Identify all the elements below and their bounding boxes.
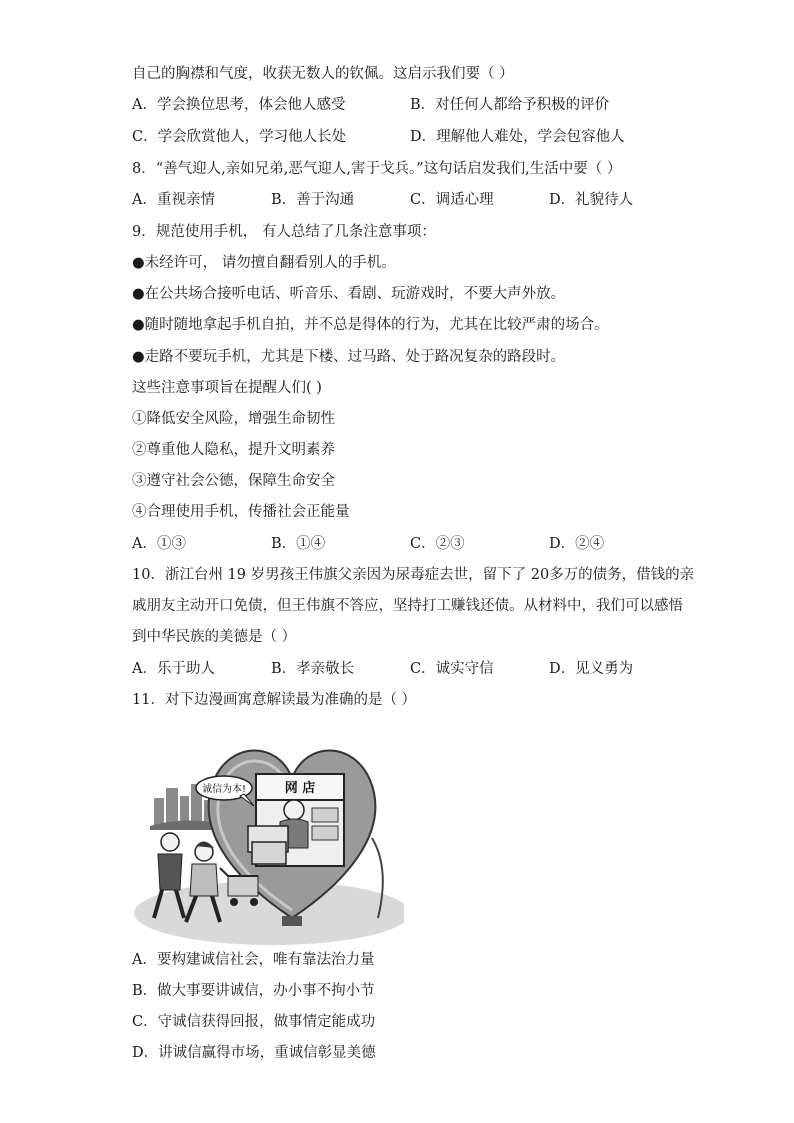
honesty-cartoon (132, 718, 404, 946)
shop-sign: 网 店 (284, 781, 316, 796)
q9-option-b[interactable]: B．①④ (271, 536, 326, 552)
q8-option-c[interactable]: C．调适心理 (410, 192, 494, 208)
q9-stem: 9．规范使用手机， 有人总结了几条注意事项： (132, 224, 436, 240)
speech-bubble-text: 诚信为本! (201, 784, 247, 795)
q8-stem: 8．“善气迎人,亲如兄弟,恶气迎人,害于戈兵。”这句话启发我们,生活中要（ ） (132, 161, 622, 177)
q8-option-b[interactable]: B．善于沟通 (271, 192, 355, 208)
q8-option-d[interactable]: D．礼貌待人 (549, 192, 634, 208)
q8-option-a[interactable]: A．重视亲情 (132, 192, 215, 208)
q9-option-d[interactable]: D．②④ (549, 536, 605, 552)
q7-option-c[interactable]: C．学会欣赏他人，学习他人长处 (132, 129, 347, 145)
q7-option-a[interactable]: A．学会换位思考，体会他人感受 (132, 97, 346, 113)
q7-option-d[interactable]: D．理解他人难处，学会包容他人 (410, 129, 625, 145)
q10-option-b[interactable]: B．孝亲敬长 (271, 661, 355, 677)
q10-option-d[interactable]: D．见义勇为 (549, 661, 634, 677)
q11-option-a[interactable]: A．要构建诚信社会，唯有靠法治力量 (132, 952, 375, 968)
q9-bullet-3: ●随时随地拿起手机自拍，并不总是得体的行为，尤其在比较严肃的场合。 (132, 317, 609, 333)
q9-statement-2: ②尊重他人隐私，提升文明素养 (132, 442, 335, 458)
q7-option-b[interactable]: B．对任何人都给予积极的评价 (410, 97, 610, 113)
q9-statement-1: ①降低安全风险，增强生命韧性 (132, 411, 335, 427)
q9-bullet-4: ●走路不要玩手机，尤其是下楼、过马路、处于路况复杂的路段时。 (132, 349, 566, 365)
q9-option-a[interactable]: A．①③ (132, 536, 186, 552)
q9-prompt: 这些注意事项旨在提醒人们( ) (132, 380, 322, 396)
q9-bullet-2: ●在公共场合接听电话、听音乐、看剧、玩游戏时，不要大声外放。 (132, 286, 566, 302)
q10-stem-line-2: 戚朋友主动开口免债，但王伟旗不答应，坚持打工赚钱还债。从材料中，我们可以感悟 (132, 598, 683, 614)
q10-stem-line-3: 到中华民族的美德是（ ） (132, 629, 297, 645)
q7-stem: 自己的胸襟和气度，收获无数人的钦佩。这启示我们要（ ） (132, 66, 514, 82)
q9-bullet-1: ●未经许可， 请勿擅自翻看别人的手机。 (132, 255, 396, 271)
q10-stem-line-1: 10．浙江台州 19 岁男孩王伟旗父亲因为尿毒症去世，留下了 20多万的债务，借钱的亲 (132, 567, 695, 583)
q9-statement-4: ④合理使用手机，传播社会正能量 (132, 504, 350, 520)
q11-option-d[interactable]: D．讲诚信赢得市场，重诚信彰显美德 (132, 1045, 376, 1061)
q11-option-b[interactable]: B．做大事要讲诚信，办小事不拘小节 (132, 983, 375, 999)
q10-option-a[interactable]: A．乐于助人 (132, 661, 215, 677)
q9-option-c[interactable]: C．②③ (410, 536, 465, 552)
q9-statement-3: ③遵守社会公德，保障生命安全 (132, 473, 335, 489)
q11-option-c[interactable]: C．守诚信获得回报，做事情定能成功 (132, 1014, 376, 1030)
q11-stem: 11．对下边漫画寓意解读最为准确的是（ ） (132, 692, 417, 708)
q10-option-c[interactable]: C．诚实守信 (410, 661, 494, 677)
